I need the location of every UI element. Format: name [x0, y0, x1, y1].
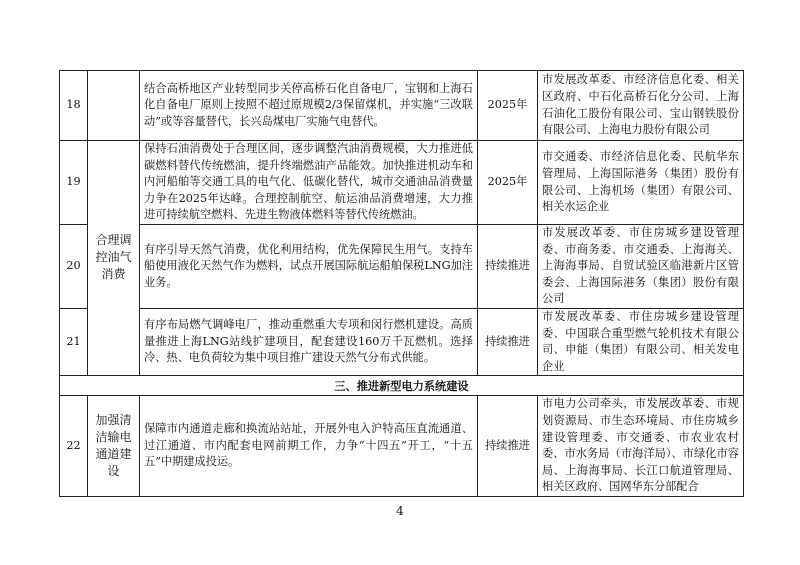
departments-cell: 市交通委、市经济信息化委、民航华东管理局、上海国际港务（集团）股份有限公司、上海机场（集团）有限公司、相关水运企业	[538, 141, 744, 225]
page-number: 4	[396, 504, 404, 518]
section-heading: 三、推进新型电力系统建设	[60, 376, 744, 396]
departments-cell: 市电力公司牵头，市发展改革委、市规划资源局、市生态环境局、市住房城乡建设管理委、市交通委、市农业农村委、市水务局（市海洋局）、市绿化市容局、上海海事局、长江口航道管理局、相关区政府、国网华东分部配合	[538, 396, 744, 497]
category-cell	[88, 396, 140, 497]
table-row	[60, 141, 744, 225]
task-content: 保障市内通道走廊和换流站站址，开展外电入沪特高压直流通道、过江通道、市内配套电网前期工作，力争“十四五”开工，“十五五”中期建成投运。	[140, 396, 478, 497]
category-cell	[88, 71, 140, 141]
table-row	[60, 71, 744, 141]
table-row	[60, 308, 744, 375]
departments-cell: 市发展改革委、市住房城乡建设管理委、市商务委、市交通委、上海海关、上海海事局、自贸试验区临港新片区管委会、上海国际港务（集团）股份有限公司	[538, 225, 744, 309]
departments-cell: 市发展改革委、市住房城乡建设管理委、中国联合重型燃气轮机技术有限公司、申能（集团）有限公司、相关发电企业	[538, 308, 744, 375]
policy-table	[59, 70, 744, 497]
row-number: 18	[60, 71, 88, 141]
time-cell: 2025年	[478, 71, 538, 141]
task-content: 保持石油消费处于合理区间，逐步调整汽油消费规模，大力推进低碳燃料替代传统燃油，提升终端燃油产品能效。加快推进机动车和内河船舶等交通工具的电气化、低碳化替代，城市交通油品消费量力争在2025年达峰。合理控制航空、航运油品消费增速，大力推进可持续航空燃料、先进生物液体燃料等替代传统燃油。	[140, 141, 478, 225]
time-cell: 2025年	[478, 141, 538, 225]
task-content: 有序布局燃气调峰电厂，推动重燃重大专项和闵行燃机建设。高质量推进上海LNG站线扩建项目，配套建设160万千瓦燃机。选择冷、热、电负荷较为集中项目推广建设天然气分布式供能。	[140, 308, 478, 375]
time-cell: 持续推进	[478, 225, 538, 309]
task-content: 结合高桥地区产业转型同步关停高桥石化自备电厂，宝钢和上海石化自备电厂原则上按照不超过原规模2/3保留煤机，并实施“三改联动”或等容量替代，长兴岛煤电厂实施气电替代。	[140, 71, 478, 141]
departments-cell: 市发展改革委、市经济信息化委、相关区政府、中石化高桥石化分公司、上海石油化工股份有限公司、宝山钢铁股份有限公司、上海电力股份有限公司	[538, 71, 744, 141]
category-cell	[88, 141, 140, 376]
table-row	[60, 396, 744, 497]
row-number: 22	[60, 396, 88, 497]
row-number: 19	[60, 141, 88, 225]
table-row	[60, 225, 744, 309]
row-number: 21	[60, 308, 88, 375]
row-number: 20	[60, 225, 88, 309]
category-label: 加强清洁输电通道建设	[95, 412, 132, 478]
category-label: 合理调控油气消费	[95, 233, 132, 282]
task-content: 有序引导天然气消费，优化利用结构，优先保障民生用气。支持车船使用液化天然气作为燃料，试点开展国际航运船舶保税LNG加注业务。	[140, 225, 478, 309]
time-cell: 持续推进	[478, 308, 538, 375]
section-row	[60, 376, 744, 396]
time-cell: 持续推进	[478, 396, 538, 497]
